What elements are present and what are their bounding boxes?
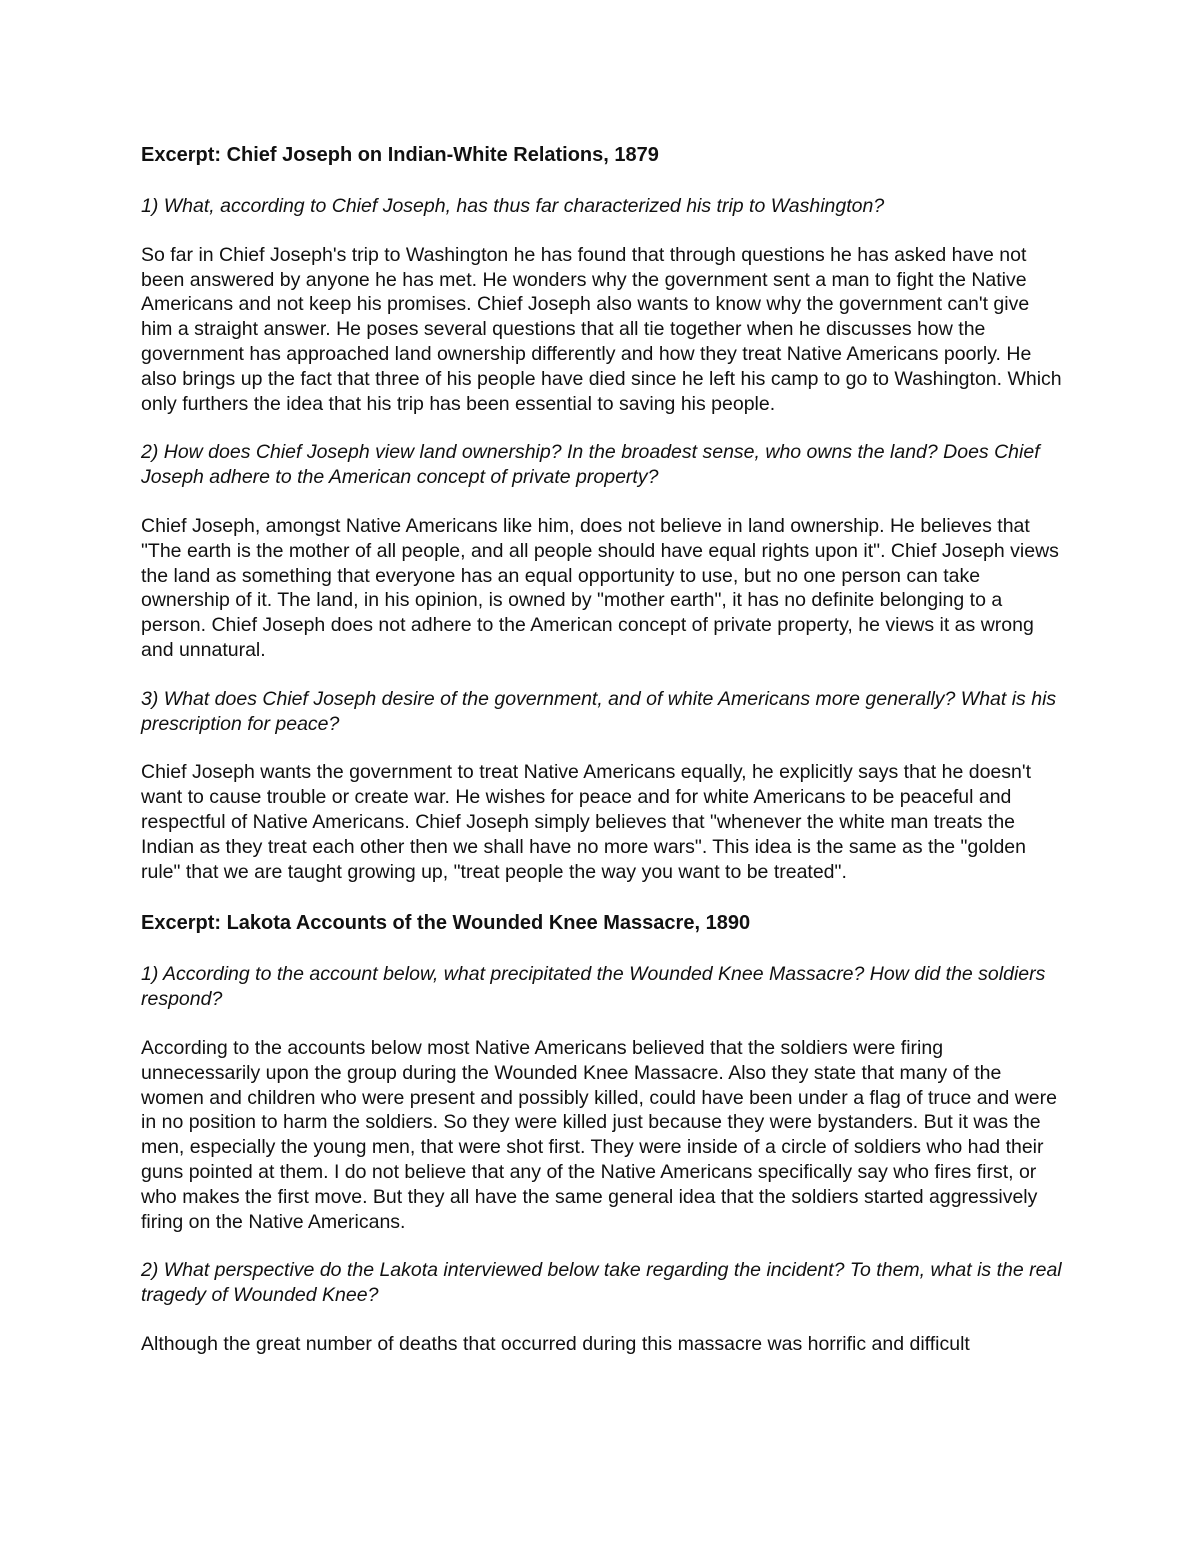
answer-2-chief-joseph: Chief Joseph, amongst Native Americans like him, does not believe in land ownership. He believes that "The earth is the mother of all people, and all people should have equal rights upon it". Chief Joseph views the land as something that everyone has an equal opportunity to use, but no one person can take ownership of it. The land, in his opinion, is owned by "mother earth", it has no definite belonging to a person. Chief Joseph does not adhere to the American concept of private property, he views it as wrong and unnatural.: [141, 514, 1059, 661]
document-page: [141, 142, 1066, 1357]
answer-1-wounded-knee: According to the accounts below most Native Americans believed that the soldiers were firing unnecessarily upon the group during the Wounded Knee Massacre. Also they state that many of the women and children who were present and possibly killed, could have been under a flag of truce and were in no position to harm the soldiers. So they were killed just because they were bystanders. But it was the men, especially the young men, that were shot first. They were inside of a circle of soldiers who had their guns pointed at them. I do not believe that any of the Native Americans specifically say who fires first, or who makes the first move. But they all have the same general idea that the soldiers started aggressively firing on the Native Americans.: [141, 1036, 1057, 1233]
answer-1-chief-joseph: So far in Chief Joseph's trip to Washington he has found that through questions he has asked have not been answered by anyone he has met. He wonders why the government sent a man to fight the Native Americans and not keep his promises. Chief Joseph also wants to know why the government can't give him a straight answer. He poses several questions that all tie together when he discusses how the government has approached land ownership differently and how they treat Native Americans poorly. He also brings up the fact that three of his people have died since he left his camp to go to Washington. Which only furthers the idea that his trip has been essential to saving his people.: [141, 243, 1062, 415]
question-1-wounded-knee: 1) According to the account below, what precipitated the Wounded Knee Massacre? How did the soldiers respond?: [141, 963, 1046, 1011]
question-1-chief-joseph: 1) What, according to Chief Joseph, has thus far characterized his trip to Washington?: [141, 195, 885, 217]
question-2-chief-joseph: 2) How does Chief Joseph view land ownership? In the broadest sense, who owns the land? Does Chief Joseph adhere to the American concept of private property?: [141, 441, 1040, 489]
answer-3-chief-joseph: Chief Joseph wants the government to treat Native Americans equally, he explicitly says that he doesn't want to cause trouble or create war. He wishes for peace and for white Americans to be peaceful and respectful of Native Americans. Chief Joseph simply believes that "whenever the white man treats the Indian as they treat each other then we shall have no more wars". This idea is the same as the "golden rule" that we are taught growing up, "treat people the way you want to be treated".: [141, 761, 1032, 883]
question-2-wounded-knee: 2) What perspective do the Lakota interviewed below take regarding the incident? To them, what is the real tragedy of Wounded Knee?: [141, 1259, 1062, 1307]
answer-2-wounded-knee: Although the great number of deaths that occurred during this massacre was horrific and difficult: [141, 1332, 970, 1355]
section-title-chief-joseph: Excerpt: Chief Joseph on Indian-White Relations, 1879: [141, 144, 659, 166]
question-3-chief-joseph: 3) What does Chief Joseph desire of the government, and of white Americans more generally? What is his prescription for peace?: [141, 687, 1057, 735]
section-title-wounded-knee: Excerpt: Lakota Accounts of the Wounded Knee Massacre, 1890: [141, 912, 751, 935]
